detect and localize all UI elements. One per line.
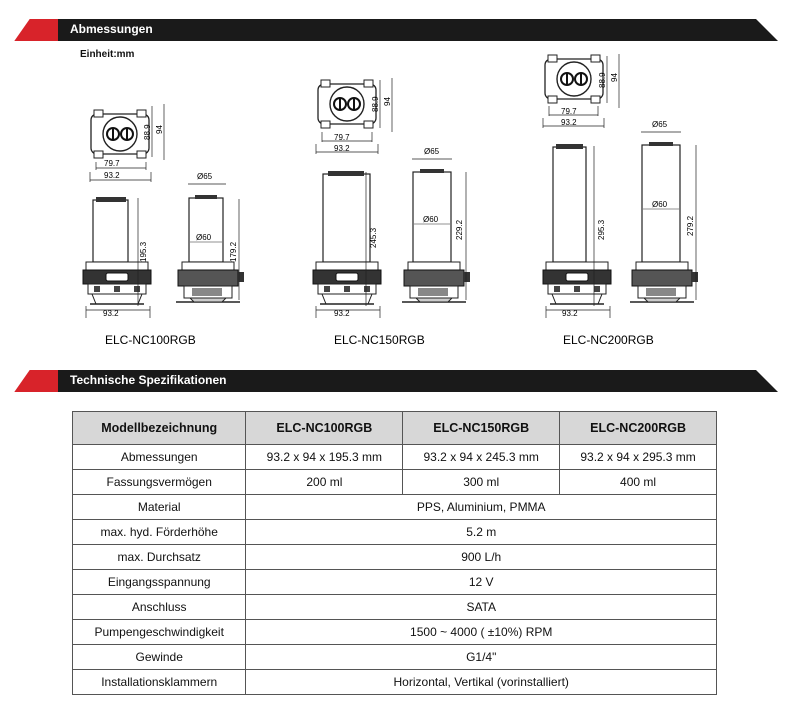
- nc100-model-label: ELC-NC100RGB: [105, 333, 196, 347]
- header-cell-model: Modellbezeichnung: [73, 412, 246, 445]
- unit-label: Einheit:mm: [80, 49, 135, 60]
- nc150-model-label: ELC-NC150RGB: [334, 333, 425, 347]
- cell-value: 93.2 x 94 x 195.3 mm: [246, 445, 403, 470]
- row-label: Pumpengeschwindigkeit: [73, 620, 246, 645]
- table-header-row: [73, 412, 717, 445]
- nc200-top-h2: 94: [610, 73, 619, 82]
- nc200-top-h1: 88.9: [598, 72, 607, 88]
- cell-value: 12 V: [246, 570, 717, 595]
- cell-value: G1/4": [246, 645, 717, 670]
- nc150-top-inner: 79.7: [334, 133, 350, 142]
- nc100-top-inner: 79.7: [104, 159, 120, 168]
- row-label: Installationsklammern: [73, 670, 246, 695]
- nc200-height-side: 279.2: [686, 215, 695, 236]
- spec-table: [72, 411, 717, 695]
- table-row: [73, 570, 717, 595]
- nc200-top-inner: 79.7: [561, 107, 577, 116]
- drawing-nc150: [313, 78, 470, 318]
- nc150-height-side: 229.2: [455, 219, 464, 240]
- table-row: [73, 520, 717, 545]
- section-banner-specs: [0, 370, 760, 392]
- nc150-height-front: 245.3: [369, 227, 378, 248]
- row-label: max. hyd. Förderhöhe: [73, 520, 246, 545]
- table-row: [73, 445, 717, 470]
- nc100-height-side: 179.2: [229, 241, 238, 262]
- row-label: max. Durchsatz: [73, 545, 246, 570]
- nc200-diam-inner: Ø60: [652, 200, 668, 209]
- cell-value: 93.2 x 94 x 295.3 mm: [560, 445, 717, 470]
- cell-value: SATA: [246, 595, 717, 620]
- table-row: [73, 645, 717, 670]
- cell-value: 900 L/h: [246, 545, 717, 570]
- nc150-top-outer: 93.2: [334, 144, 350, 153]
- nc100-top-outer: 93.2: [104, 171, 120, 180]
- table-row: [73, 470, 717, 495]
- nc200-height-front: 295.3: [597, 219, 606, 240]
- nc150-top-h2: 94: [383, 97, 392, 106]
- cell-value: 93.2 x 94 x 245.3 mm: [403, 445, 560, 470]
- nc200-top-outer: 93.2: [561, 118, 577, 127]
- cell-value: 300 ml: [403, 470, 560, 495]
- drawing-nc100: [83, 104, 244, 318]
- nc150-top-h1: 88.9: [371, 96, 380, 112]
- section-title-specs: Technische Spezifikationen: [70, 373, 227, 387]
- nc100-base-width: 93.2: [103, 309, 119, 318]
- cell-value: 1500 ~ 4000 ( ±10%) RPM: [246, 620, 717, 645]
- nc200-base-width: 93.2: [562, 309, 578, 318]
- row-label: Eingangsspannung: [73, 570, 246, 595]
- nc100-top-h2: 94: [155, 125, 164, 134]
- cell-value: Horizontal, Vertikal (vorinstalliert): [246, 670, 717, 695]
- header-cell-nc200: ELC-NC200RGB: [560, 412, 717, 445]
- nc150-base-width: 93.2: [334, 309, 350, 318]
- table-row: [73, 620, 717, 645]
- nc200-model-label: ELC-NC200RGB: [563, 333, 654, 347]
- cell-value: PPS, Aluminium, PMMA: [246, 495, 717, 520]
- header-cell-nc100: ELC-NC100RGB: [246, 412, 403, 445]
- nc150-diam-outer: Ø65: [424, 147, 440, 156]
- section-title-dimensions: Abmessungen: [70, 22, 153, 36]
- table-row: [73, 495, 717, 520]
- row-label: Anschluss: [73, 595, 246, 620]
- row-label: Abmessungen: [73, 445, 246, 470]
- nc100-height-front: 195.3: [139, 241, 148, 262]
- nc100-diam-inner: Ø60: [196, 233, 212, 242]
- table-row: [73, 545, 717, 570]
- table-row: [73, 670, 717, 695]
- drawing-nc200: [543, 54, 698, 318]
- nc200-diam-outer: Ø65: [652, 120, 668, 129]
- row-label: Material: [73, 495, 246, 520]
- cell-value: 5.2 m: [246, 520, 717, 545]
- row-label: Gewinde: [73, 645, 246, 670]
- header-cell-nc150: ELC-NC150RGB: [403, 412, 560, 445]
- cell-value: 400 ml: [560, 470, 717, 495]
- nc100-top-h1: 88.9: [143, 124, 152, 140]
- row-label: Fassungsvermögen: [73, 470, 246, 495]
- technical-drawings: [0, 0, 787, 360]
- cell-value: 200 ml: [246, 470, 403, 495]
- table-row: [73, 595, 717, 620]
- nc150-diam-inner: Ø60: [423, 215, 439, 224]
- nc100-diam-outer: Ø65: [197, 172, 213, 181]
